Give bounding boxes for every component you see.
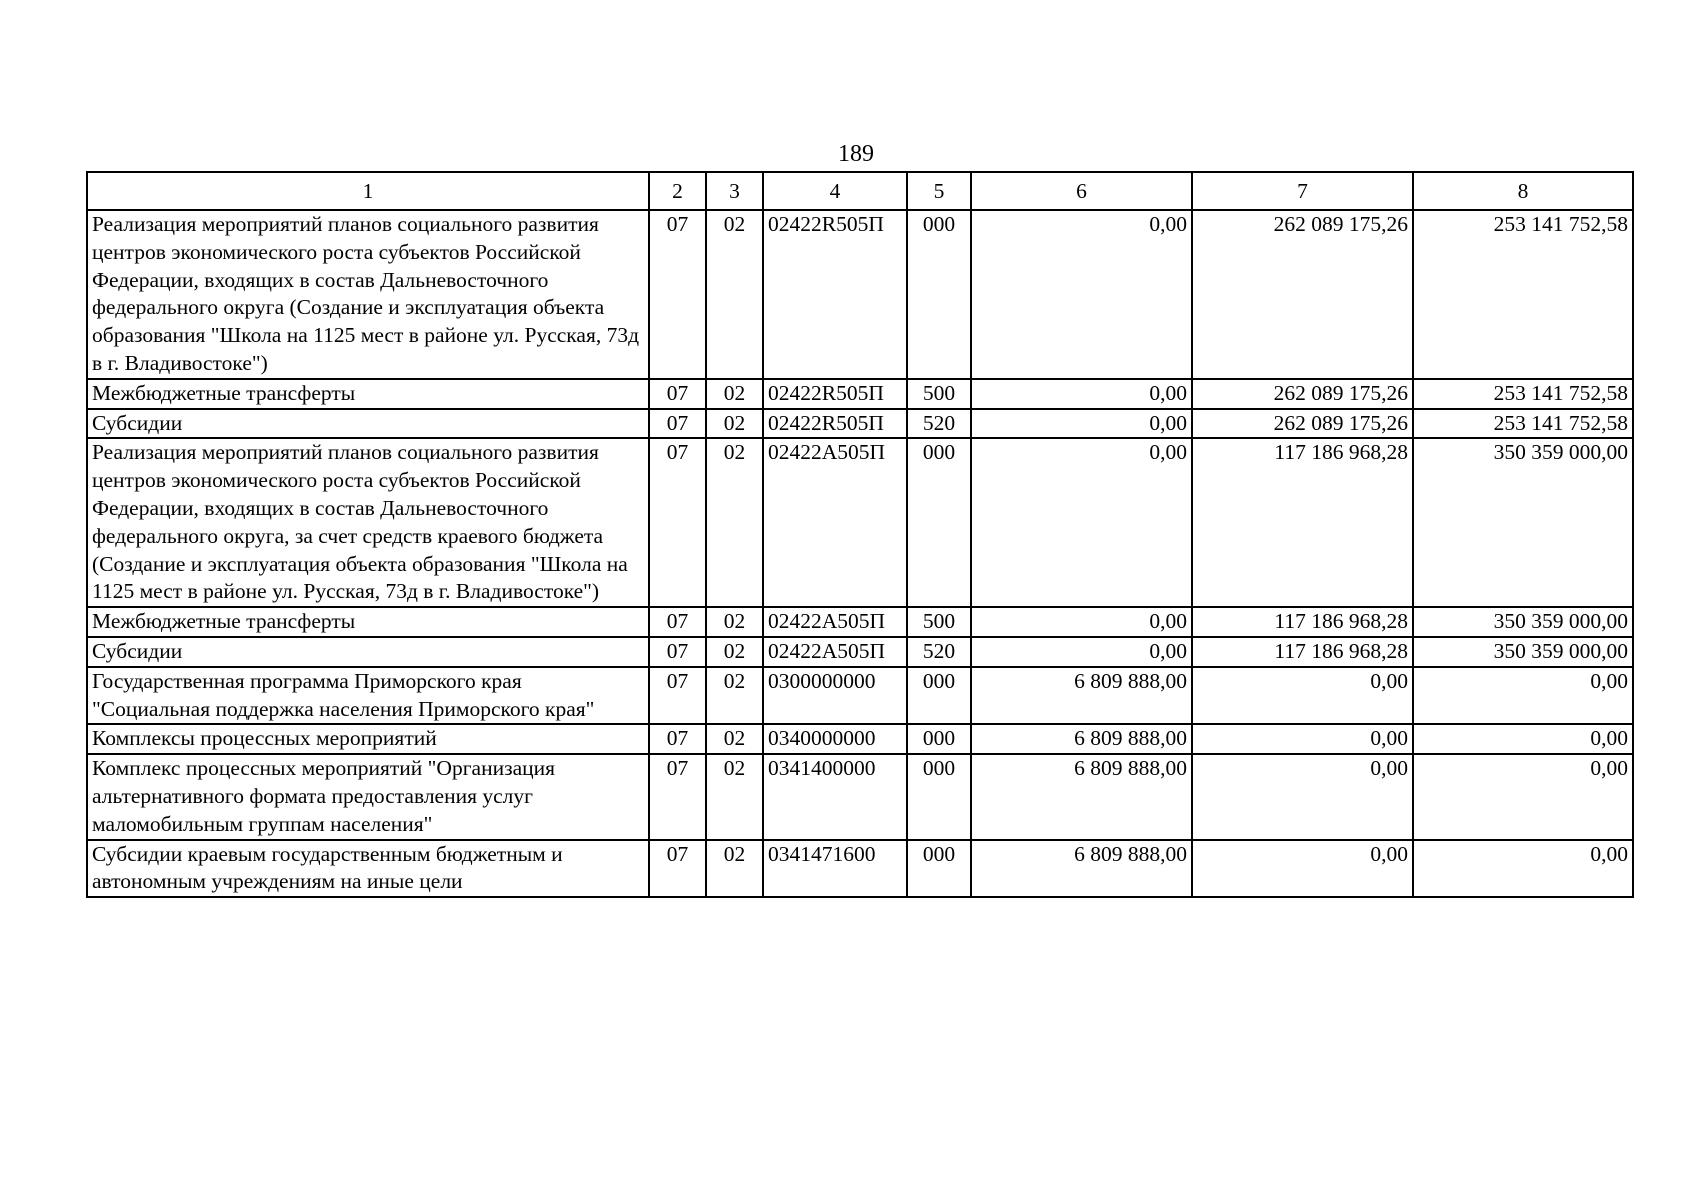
subsection-code: 02 [706, 637, 763, 667]
section-code: 07 [649, 409, 706, 439]
table-row [87, 607, 1633, 637]
column-header: 4 [763, 172, 907, 210]
target-article-code: 02422R505П [763, 210, 907, 379]
row-name: Государственная программа Приморского края "Социальная поддержка населения Приморского края" [87, 667, 649, 725]
table-row [87, 637, 1633, 667]
subsection-code: 02 [706, 607, 763, 637]
table-row [87, 724, 1633, 754]
row-name: Межбюджетные трансферты [87, 607, 649, 637]
row-name: Субсидии [87, 409, 649, 439]
amount-col7: 117 186 968,28 [1192, 607, 1413, 637]
section-code: 07 [649, 840, 706, 898]
section-code: 07 [649, 667, 706, 725]
expense-type-code: 500 [907, 379, 971, 409]
amount-col8: 253 141 752,58 [1413, 379, 1633, 409]
amount-col8: 0,00 [1413, 840, 1633, 898]
amount-col8: 350 359 000,00 [1413, 637, 1633, 667]
row-name: Комплексы процессных мероприятий [87, 724, 649, 754]
amount-col7: 0,00 [1192, 754, 1413, 839]
row-name: Комплекс процессных мероприятий "Организация альтернативного формата предоставления услуг маломобильным группам населения" [87, 754, 649, 839]
target-article-code: 0340000000 [763, 724, 907, 754]
table-row [87, 840, 1633, 898]
amount-col8: 253 141 752,58 [1413, 409, 1633, 439]
section-code: 07 [649, 438, 706, 607]
row-name: Реализация мероприятий планов социального развития центров экономического роста субъектов Российской Федерации, входящих в состав Дальневосточного федерального округа, за счет средств краевого бюджета (Создание и эксплуатация объекта образования "Школа на 1125 мест в районе ул. Русская, 73д в г. Владивостоке") [87, 438, 649, 607]
column-header: 7 [1192, 172, 1413, 210]
subsection-code: 02 [706, 438, 763, 607]
target-article-code: 0300000000 [763, 667, 907, 725]
expense-type-code: 000 [907, 754, 971, 839]
section-code: 07 [649, 379, 706, 409]
section-code: 07 [649, 724, 706, 754]
target-article-code: 02422R505П [763, 379, 907, 409]
subsection-code: 02 [706, 840, 763, 898]
target-article-code: 02422А505П [763, 438, 907, 607]
amount-col6: 6 809 888,00 [971, 724, 1192, 754]
column-header: 6 [971, 172, 1192, 210]
section-code: 07 [649, 210, 706, 379]
target-article-code: 02422А505П [763, 607, 907, 637]
section-code: 07 [649, 607, 706, 637]
subsection-code: 02 [706, 210, 763, 379]
amount-col8: 350 359 000,00 [1413, 607, 1633, 637]
expense-type-code: 000 [907, 438, 971, 607]
amount-col6: 6 809 888,00 [971, 840, 1192, 898]
table-row [87, 379, 1633, 409]
amount-col6: 6 809 888,00 [971, 754, 1192, 839]
expense-type-code: 000 [907, 840, 971, 898]
amount-col6: 0,00 [971, 637, 1192, 667]
budget-table [86, 171, 1634, 898]
table-row [87, 667, 1633, 725]
amount-col7: 117 186 968,28 [1192, 637, 1413, 667]
expense-type-code: 500 [907, 607, 971, 637]
target-article-code: 0341400000 [763, 754, 907, 839]
amount-col6: 0,00 [971, 438, 1192, 607]
target-article-code: 0341471600 [763, 840, 907, 898]
column-header: 3 [706, 172, 763, 210]
subsection-code: 02 [706, 754, 763, 839]
amount-col8: 0,00 [1413, 754, 1633, 839]
column-header: 8 [1413, 172, 1633, 210]
expense-type-code: 520 [907, 409, 971, 439]
amount-col6: 0,00 [971, 607, 1192, 637]
amount-col8: 0,00 [1413, 724, 1633, 754]
expense-type-code: 000 [907, 210, 971, 379]
expense-type-code: 000 [907, 724, 971, 754]
amount-col6: 6 809 888,00 [971, 667, 1192, 725]
amount-col7: 262 089 175,26 [1192, 210, 1413, 379]
table-row [87, 754, 1633, 839]
amount-col8: 0,00 [1413, 667, 1633, 725]
column-header: 1 [87, 172, 649, 210]
target-article-code: 02422А505П [763, 637, 907, 667]
amount-col7: 0,00 [1192, 724, 1413, 754]
table-row [87, 409, 1633, 439]
target-article-code: 02422R505П [763, 409, 907, 439]
amount-col7: 0,00 [1192, 667, 1413, 725]
subsection-code: 02 [706, 724, 763, 754]
amount-col8: 350 359 000,00 [1413, 438, 1633, 607]
row-name: Межбюджетные трансферты [87, 379, 649, 409]
table-row [87, 210, 1633, 379]
subsection-code: 02 [706, 667, 763, 725]
row-name: Субсидии [87, 637, 649, 667]
amount-col7: 262 089 175,26 [1192, 409, 1413, 439]
page-number: 189 [838, 141, 874, 167]
expense-type-code: 000 [907, 667, 971, 725]
row-name: Реализация мероприятий планов социального развития центров экономического роста субъектов Российской Федерации, входящих в состав Дальневосточного федерального округа (Создание и эксплуатация объекта образования "Школа на 1125 мест в районе ул. Русская, 73д в г. Владивостоке") [87, 210, 649, 379]
expense-type-code: 520 [907, 637, 971, 667]
amount-col6: 0,00 [971, 409, 1192, 439]
column-header: 2 [649, 172, 706, 210]
amount-col6: 0,00 [971, 210, 1192, 379]
amount-col7: 262 089 175,26 [1192, 379, 1413, 409]
amount-col6: 0,00 [971, 379, 1192, 409]
section-code: 07 [649, 754, 706, 839]
subsection-code: 02 [706, 379, 763, 409]
amount-col7: 117 186 968,28 [1192, 438, 1413, 607]
table-row [87, 438, 1633, 607]
amount-col7: 0,00 [1192, 840, 1413, 898]
header-row [87, 172, 1633, 210]
row-name: Субсидии краевым государственным бюджетным и автономным учреждениям на иные цели [87, 840, 649, 898]
subsection-code: 02 [706, 409, 763, 439]
amount-col8: 253 141 752,58 [1413, 210, 1633, 379]
column-header: 5 [907, 172, 971, 210]
section-code: 07 [649, 637, 706, 667]
